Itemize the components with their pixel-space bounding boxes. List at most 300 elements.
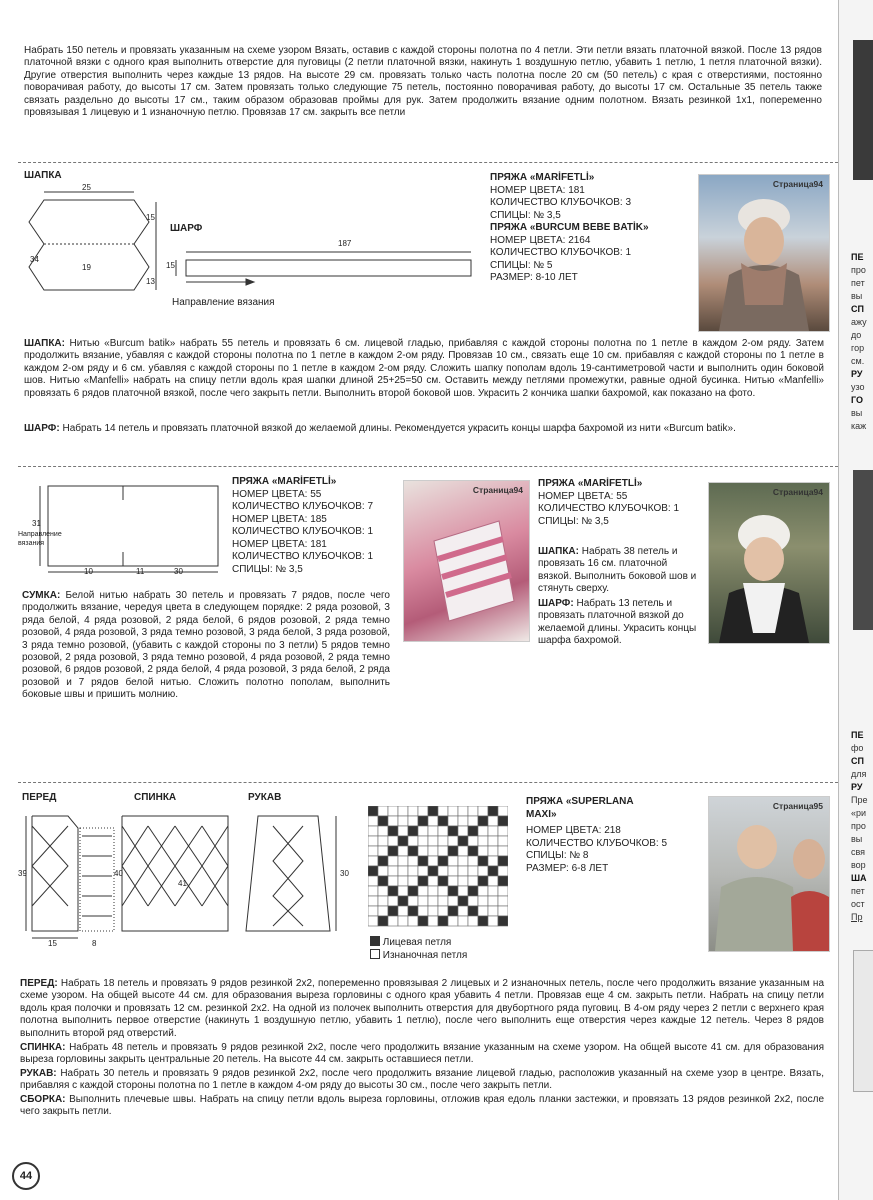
stitch-cell xyxy=(468,806,478,816)
stitch-cell xyxy=(368,826,378,836)
scarf-instructions xyxy=(24,423,824,435)
stitch-cell xyxy=(418,896,428,906)
stitch-cell xyxy=(418,806,428,816)
hat-dim-height: 34 xyxy=(30,255,39,264)
hat-instructions-text: Нитью «Burcum batik» набрать 55 петель и провязать 6 см. лицевой гладью, прибавляя с каждой стороны полотна по 1 петле в каждом 2-ом ряду. Затем продолжить вязание, убавляя с каждой стороны полотна по 1 петле в каждом 2-ом ряду. Провязав 10 см., связать еще 10 см. прибавляя с каждой стороны по 1 петле в каждом 2-ом ряду и 6 см. убавляя с каждой стороны по 1 петле в каждом 2-ом ряду. Сложить шапку пополам вдоль 19-сантиметровой части и выполнить один боковой шов. Нитью «Manfelli» набрать на спицу петли вдоль края шапки длиной 25+25=50 см. Оставить между петлями промежутки, равные одной бусинка. Нитью «Manfelli» провязать 6 рядов платочной вязкой, после чего закрыть петли. Выполнить второй боковой шов. Украсить 2 кончика шапки бахромой, как показано на фото. xyxy=(24,338,824,399)
stitch-cell xyxy=(478,816,488,826)
strip-text: ПЕ xyxy=(851,730,864,740)
stitch-cell xyxy=(428,916,438,926)
stitch-cell xyxy=(458,866,468,876)
stitch-cell xyxy=(418,846,428,856)
stitch-cell xyxy=(448,816,458,826)
stitch-chart xyxy=(368,806,508,931)
stitch-cell xyxy=(388,866,398,876)
stitch-cell xyxy=(488,896,498,906)
adjacent-page-strip xyxy=(838,0,873,1200)
stitch-cell xyxy=(408,826,418,836)
bag-dim-w3: 30 xyxy=(174,567,183,576)
scarf-instructions-text: Набрать 14 петель и провязать платочной вязкой до желаемой длины. Рекомендуется украсить концы шарфа бахромой из нити «Burcum batik». xyxy=(62,423,736,434)
sweater-dim-f: 30 xyxy=(340,869,349,878)
stitch-cell xyxy=(478,836,488,846)
yarn-spec: НОМЕР ЦВЕТА: 181 xyxy=(232,538,327,550)
stitch-cell xyxy=(468,916,478,926)
stitch-cell xyxy=(388,806,398,816)
stitch-cell xyxy=(378,846,388,856)
bag-diagram xyxy=(18,478,223,578)
yarn-spec: НОМЕР ЦВЕТА: 2164 xyxy=(490,234,591,246)
yarn-name: ПРЯЖА «SUPERLANA MAXI» xyxy=(526,796,634,820)
yarn-spec-list-2 xyxy=(232,476,402,576)
stitch-cell xyxy=(428,876,438,886)
scarf-diagram-label: ШАРФ xyxy=(170,223,203,234)
stitch-cell xyxy=(408,886,418,896)
hat-dim-top: 25 xyxy=(82,183,91,192)
stitch-cell xyxy=(368,876,378,886)
stitch-cell xyxy=(368,886,378,896)
stitch-cell xyxy=(378,916,388,926)
strip-text: свя xyxy=(851,847,866,857)
stitch-cell xyxy=(428,806,438,816)
strip-text: вор xyxy=(851,860,866,870)
stitch-cell xyxy=(448,846,458,856)
bag-instructions xyxy=(22,590,390,702)
stitch-cell xyxy=(368,806,378,816)
strip-text: Пре xyxy=(851,795,868,805)
stitch-cell xyxy=(408,836,418,846)
stitch-cell xyxy=(438,866,448,876)
assembly-instructions-title: СБОРКА: xyxy=(20,1094,66,1105)
stitch-cell xyxy=(458,906,468,916)
stitch-cell xyxy=(418,816,428,826)
legend-knit-label: Лицевая петля xyxy=(382,937,452,948)
stitch-cell xyxy=(398,846,408,856)
section-divider xyxy=(18,466,838,467)
stitch-cell xyxy=(458,886,468,896)
bag-dim-w1: 10 xyxy=(84,567,93,576)
stitch-cell xyxy=(408,876,418,886)
stitch-cell xyxy=(408,906,418,916)
stitch-cell xyxy=(498,886,508,896)
stitch-cell xyxy=(438,886,448,896)
strip-text: пет xyxy=(851,886,865,896)
stitch-cell xyxy=(428,846,438,856)
strip-text: «ри xyxy=(851,808,867,818)
page-ref: Страница94 xyxy=(472,485,523,495)
legend-knit-swatch xyxy=(370,936,380,946)
strip-text: РУ xyxy=(851,369,863,379)
yarn-spec-list-3 xyxy=(538,478,708,528)
strip-text: см. xyxy=(851,356,865,366)
stitch-cell xyxy=(488,836,498,846)
scarf-dim-width: 15 xyxy=(166,261,175,270)
stitch-cell xyxy=(448,826,458,836)
stitch-cell xyxy=(378,806,388,816)
strip-text: СП xyxy=(851,756,864,766)
strip-text: Пр xyxy=(851,912,863,922)
stitch-cell xyxy=(398,906,408,916)
stitch-cell xyxy=(408,896,418,906)
yarn-spec: НОМЕР ЦВЕТА: 185 xyxy=(232,513,327,525)
sleeve-instructions-title: РУКАВ: xyxy=(20,1068,57,1079)
stitch-cell xyxy=(418,856,428,866)
stitch-cell xyxy=(388,826,398,836)
yarn-spec: КОЛИЧЕСТВО КЛУБОЧКОВ: 1 xyxy=(490,247,632,258)
page-number: 44 xyxy=(12,1162,40,1190)
stitch-cell xyxy=(378,876,388,886)
yarn-spec: РАЗМЕР: 8-10 ЛЕТ xyxy=(490,272,578,283)
stitch-cell xyxy=(428,906,438,916)
stitch-cell xyxy=(428,886,438,896)
yarn-name: ПРЯЖА «MARİFETLİ» xyxy=(490,172,595,183)
front-diagram-label: ПЕРЕД xyxy=(22,792,57,803)
front-instructions-text: Набрать 18 петель и провязать 9 рядов резинкой 2х2, попеременно провязывая 2 лицевых и 2 изнаночных петель, после чего продолжить вязание указанным на схеме узором. На общей высоте 44 см. для образования выреза горловины с одного края убавить 4 петли. Провязав еще 4 см. закрыть петли. Набрать на спицу петли вдоль края полочки и провязать 12 см. резинкой 2х2. На одной из полочек выполнить отверстия для двубортного ряда пуговиц. В 4-ом ряду через 2 петли с верхнего края полотна выполнить первое отверстие (накинуть 1 воздушную петлю, убавить 1 петлю), после чего выполнить еще отверстия через каждые 12 петель. Через 8 рядов выполнить второй ряд отверстий. xyxy=(20,978,825,1039)
stitch-cell xyxy=(488,816,498,826)
stitch-cell xyxy=(368,846,378,856)
stitch-cell xyxy=(438,826,448,836)
stitch-cell xyxy=(468,826,478,836)
strip-text: ажу xyxy=(851,317,867,327)
yarn-spec: КОЛИЧЕСТВО КЛУБОЧКОВ: 3 xyxy=(490,197,632,208)
stitch-cell xyxy=(478,826,488,836)
stitch-cell xyxy=(488,826,498,836)
hat-dim-side2: 13 xyxy=(146,277,155,286)
stitch-cell xyxy=(388,886,398,896)
stitch-cell xyxy=(378,866,388,876)
stitch-cell xyxy=(448,886,458,896)
stitch-legend xyxy=(370,936,467,963)
stitch-cell xyxy=(498,876,508,886)
strip-text: ГО xyxy=(851,395,863,405)
sweater-dim-b: 15 xyxy=(48,939,57,948)
stitch-cell xyxy=(438,816,448,826)
sweater-dim-e: 41 xyxy=(178,879,187,888)
stitch-cell xyxy=(398,856,408,866)
stitch-cell xyxy=(478,846,488,856)
stitch-cell xyxy=(398,896,408,906)
stitch-cell xyxy=(378,886,388,896)
knit-direction-label: Направление вязания xyxy=(172,297,275,308)
stitch-cell xyxy=(388,846,398,856)
stitch-cell xyxy=(438,806,448,816)
stitch-cell xyxy=(438,856,448,866)
stitch-cell xyxy=(428,836,438,846)
stitch-cell xyxy=(478,896,488,906)
stitch-cell xyxy=(488,856,498,866)
stitch-cell xyxy=(428,896,438,906)
stitch-cell xyxy=(418,886,428,896)
sweater-dim-c: 8 xyxy=(92,939,97,948)
stitch-cell xyxy=(398,806,408,816)
strip-text: про xyxy=(851,265,866,275)
yarn-spec: СПИЦЫ: № 3,5 xyxy=(232,563,303,575)
stitch-cell xyxy=(418,836,428,846)
stitch-cell xyxy=(448,876,458,886)
stitch-cell xyxy=(488,866,498,876)
stitch-cell xyxy=(458,806,468,816)
yarn-spec: НОМЕР ЦВЕТА: 55 xyxy=(232,488,322,500)
stitch-cell xyxy=(388,906,398,916)
stitch-cell xyxy=(478,876,488,886)
strip-text: до xyxy=(851,330,862,340)
stitch-cell xyxy=(468,886,478,896)
stitch-cell xyxy=(478,866,488,876)
yarn-spec: СПИЦЫ: № 3,5 xyxy=(538,515,609,527)
stitch-cell xyxy=(448,896,458,906)
stitch-cell xyxy=(398,886,408,896)
back-instructions xyxy=(20,1042,824,1067)
stitch-cell xyxy=(398,916,408,926)
yarn-name: ПРЯЖА «MARİFETLİ» xyxy=(538,478,643,489)
stitch-cell xyxy=(498,866,508,876)
back-instructions-text: Набрать 48 петель и провязать 9 рядов резинкой 2х2, после чего продолжить вязание указанным на схеме узором. На общей высоте 41 см. для образования выреза горловины закрыть центральные 20 петель. На высоте 44 см. закрыть оставшиеся петли. xyxy=(20,1042,824,1066)
strip-text: ПЕ xyxy=(851,252,864,262)
stitch-cell xyxy=(428,866,438,876)
stitch-cell xyxy=(388,816,398,826)
stitch-cell xyxy=(498,826,508,836)
stitch-cell xyxy=(398,816,408,826)
stitch-cell xyxy=(498,906,508,916)
yarn-spec: НОМЕР ЦВЕТА: 55 xyxy=(538,490,628,502)
photo-knitted-bag xyxy=(403,480,530,642)
strip-text: узо xyxy=(851,382,865,392)
stitch-cell xyxy=(388,856,398,866)
stitch-cell xyxy=(408,916,418,926)
stitch-cell xyxy=(468,856,478,866)
strip-text: ША xyxy=(851,873,867,883)
legend-purl xyxy=(370,949,467,962)
stitch-cell xyxy=(368,916,378,926)
stitch-cell xyxy=(438,916,448,926)
strip-text: для xyxy=(851,769,867,779)
stitch-cell xyxy=(458,836,468,846)
stitch-cell xyxy=(498,846,508,856)
yarn-spec-list-4 xyxy=(526,796,696,875)
stitch-cell xyxy=(458,896,468,906)
section-divider xyxy=(18,162,838,163)
stitch-cell xyxy=(378,896,388,906)
stitch-cell xyxy=(498,896,508,906)
stitch-cell xyxy=(408,866,418,876)
stitch-cell xyxy=(488,906,498,916)
stitch-cell xyxy=(498,856,508,866)
bag-dim-height: 31 xyxy=(32,519,41,528)
stitch-cell xyxy=(448,836,458,846)
stitch-cell xyxy=(418,866,428,876)
stitch-cell xyxy=(388,896,398,906)
photo-edge xyxy=(853,40,873,180)
hat-instructions-title: ШАПКА: xyxy=(24,338,65,349)
stitch-cell xyxy=(478,806,488,816)
hat-diagram-label: ШАПКА xyxy=(24,170,62,181)
strip-text: ост xyxy=(851,899,865,909)
stitch-cell xyxy=(378,856,388,866)
stitch-cell xyxy=(408,816,418,826)
stitch-cell xyxy=(498,836,508,846)
stitch-cell xyxy=(458,826,468,836)
stitch-cell xyxy=(438,906,448,916)
stitch-cell xyxy=(428,826,438,836)
strip-text: вы xyxy=(851,291,863,301)
front-instructions-title: ПЕРЕД: xyxy=(20,978,58,989)
stitch-cell xyxy=(478,886,488,896)
stitch-cell xyxy=(458,876,468,886)
stitch-cell xyxy=(488,886,498,896)
stitch-cell xyxy=(388,916,398,926)
stitch-cell xyxy=(398,836,408,846)
sweater-diagrams xyxy=(18,806,363,951)
legend-purl-label: Изнаночная петля xyxy=(382,950,468,962)
hat-diagram xyxy=(24,182,164,312)
stitch-cell xyxy=(458,816,468,826)
sleeve-instructions-text: Набрать 30 петель и провязать 9 рядов резинкой 2х2, после чего продолжить вязание лицевой гладью, расположив указанный на схеме узор в центре. Вязать, прибавляя с каждой стороны полотна по 1 петле в каждом 4-ом ряду до высоты 30 см., после чего закрыть петли. xyxy=(20,1068,825,1092)
stitch-cell xyxy=(498,816,508,826)
strip-text: вы xyxy=(851,408,863,418)
scarf-dim-length: 187 xyxy=(338,239,352,248)
stitch-cell xyxy=(408,846,418,856)
hat2-instructions-text: Набрать 38 петель и провязать 16 см. платочной вязкой. Выполнить боковой шов и стянуть сверху. xyxy=(538,546,697,595)
stitch-cell xyxy=(498,806,508,816)
strip-text: вы xyxy=(851,834,863,844)
legend-knit xyxy=(370,936,467,949)
scarf2-instructions-title: ШАРФ: xyxy=(538,598,574,609)
yarn-spec: СПИЦЫ: № 5 xyxy=(490,259,553,271)
yarn-spec: КОЛИЧЕСТВО КЛУБОЧКОВ: 5 xyxy=(526,837,668,849)
sweater-dim-d: 40 xyxy=(114,869,123,878)
bag-direction-label: Направление вязания xyxy=(18,531,62,547)
stitch-cell xyxy=(448,916,458,926)
yarn-spec: НОМЕР ЦВЕТА: 218 xyxy=(526,825,621,836)
stitch-cell xyxy=(388,836,398,846)
stitch-cell xyxy=(368,866,378,876)
stitch-cell xyxy=(488,846,498,856)
front-instructions xyxy=(20,978,824,1040)
strip-text: СП xyxy=(851,304,864,314)
bag-instructions-title: СУМКА: xyxy=(22,590,61,601)
stitch-cell xyxy=(438,876,448,886)
hat2-instructions xyxy=(538,546,698,596)
stitch-cell xyxy=(458,846,468,856)
scarf2-instructions xyxy=(538,598,698,648)
strip-text: каж xyxy=(851,421,867,431)
yarn-name: ПРЯЖА «MARİFETLİ» xyxy=(232,476,337,487)
stitch-cell xyxy=(428,816,438,826)
assembly-instructions-text: Выполнить плечевые швы. Набрать на спицу петли вдоль выреза горловины, отложив края едоль планки застежки, и провязать 13 рядов резинкой 2х2, после чего закрыть петли. xyxy=(20,1094,825,1118)
photo-girl-white-hat xyxy=(708,482,830,644)
yarn-spec: КОЛИЧЕСТВО КЛУБОЧКОВ: 1 xyxy=(232,551,374,562)
page-ref: Страница94 xyxy=(772,487,823,497)
scarf2-instructions-text: Набрать 13 петель и провязать платочной вязкой до желаемой длины. Украсить концы шарфа бахромой. xyxy=(538,598,697,647)
sleeve-instructions xyxy=(20,1068,824,1093)
scarf-instructions-title: ШАРФ: xyxy=(24,423,60,434)
yarn-spec: НОМЕР ЦВЕТА: 181 xyxy=(490,184,585,196)
strip-text: про xyxy=(851,821,866,831)
strip-text: пет xyxy=(851,278,865,288)
stitch-cell xyxy=(438,836,448,846)
stitch-cell xyxy=(398,866,408,876)
hat-dim-side1: 15 xyxy=(146,213,155,222)
stitch-cell xyxy=(398,826,408,836)
strip-text: фо xyxy=(851,743,864,753)
stitch-cell xyxy=(368,896,378,906)
stitch-cell xyxy=(468,836,478,846)
stitch-cell xyxy=(418,906,428,916)
stitch-cell xyxy=(388,876,398,886)
stitch-cell xyxy=(478,916,488,926)
hat-instructions xyxy=(24,338,824,400)
yarn-name: ПРЯЖА «BURCUM BEBE BATİK» xyxy=(490,222,649,233)
stitch-cell xyxy=(448,906,458,916)
stitch-cell xyxy=(438,846,448,856)
intro-paragraph: Набрать 150 петель и провязать указанным на схеме узором Вязать, оставив с каждой стороны полотна по 4 петли. Эти петли вязать платочной вязкой. После 13 рядов платочной вязки с одного края выполнить отверстие для пуговицы (2 петли платочной вязки, накинуть 1 воздушную петлю, убавить 1 петлю, 1 петля платочной вязки). Другие отверстия выполнить через каждые 13 рядов. На высоте 29 см. провязать только часть полотна после 20 см (50 петель) с края с отверстиями, постоянно поворачивая работу, до высоты 17 см. Затем провязать только следующие 75 петель, постоянно поворачивая работу, до высоты 17 см. Остальные 35 петель также связать раздельно до высоты 17 см., таким образом образовав проймы для рук. Затем продолжить вязание одним полотном. Вязать резинкой 1х1, попеременно провязывая 1 лицевую и 1 изнаночную петлю. Провязав 17 см. закрыть все петли xyxy=(24,45,822,119)
stitch-cell xyxy=(488,876,498,886)
stitch-cell xyxy=(448,866,458,876)
yarn-spec: КОЛИЧЕСТВО КЛУБОЧКОВ: 1 xyxy=(538,503,680,514)
sweater-dim-a: 39 xyxy=(18,869,27,878)
yarn-spec: КОЛИЧЕСТВО КЛУБОЧКОВ: 7 xyxy=(232,501,374,512)
stitch-cell xyxy=(458,856,468,866)
stitch-cell xyxy=(448,806,458,816)
sleeve-diagram-label: РУКАВ xyxy=(248,792,282,803)
stitch-cell xyxy=(378,836,388,846)
hat-dim-inner: 19 xyxy=(82,263,91,272)
stitch-cell xyxy=(448,856,458,866)
stitch-cell xyxy=(468,846,478,856)
stitch-cell xyxy=(458,916,468,926)
bag-instructions-text: Белой нитью набрать 30 петель и провязать 7 рядов, после чего продолжить вязание, чередуя цвета в следующем порядке: 2 ряда розовой, 3 ряда белой, 4 ряда розовой, 2 ряда белой, 6 рядов розовой, 2 ряда темно розовой, 4 ряда розовой, 3 ряда темно розовой, 3 ряда белой, 3 ряда розовой, 3 ряда темно розовой, (убавить с каждой стороны по 3 петли) 5 рядов темно розовой, 2 ряда розовой, 3 ряда темно розовой, 4 ряда розовой, 2 ряда темно розовой, 6 рядов розовой, 2 ряда белой, 4 ряда розовой, 3 ряда белой, 2 ряда розовой и 7 рядов белой нитью. Сложить полотно пополам, выполнить боковые швы и пришить молнию. xyxy=(22,590,390,701)
stitch-cell xyxy=(368,836,378,846)
stitch-cell xyxy=(468,906,478,916)
stitch-cell xyxy=(498,916,508,926)
stitch-cell xyxy=(368,856,378,866)
photo-girl-hat-scarf xyxy=(698,174,830,332)
back-instructions-title: СПИНКА: xyxy=(20,1042,66,1053)
stitch-cell xyxy=(398,876,408,886)
yarn-spec: КОЛИЧЕСТВО КЛУБОЧКОВ: 1 xyxy=(232,526,374,537)
page-ref: Страница95 xyxy=(772,801,823,811)
stitch-cell xyxy=(368,816,378,826)
stitch-cell xyxy=(368,906,378,916)
assembly-instructions xyxy=(20,1094,824,1119)
section-divider xyxy=(18,782,838,783)
scarf-diagram xyxy=(166,238,486,288)
stitch-cell xyxy=(428,856,438,866)
stitch-cell xyxy=(468,866,478,876)
stitch-cell xyxy=(478,856,488,866)
stitch-cell xyxy=(418,876,428,886)
stitch-cell xyxy=(488,916,498,926)
stitch-cell xyxy=(468,816,478,826)
yarn-spec: СПИЦЫ: № 8 xyxy=(526,850,589,861)
stitch-cell xyxy=(378,906,388,916)
yarn-spec-list-1 xyxy=(490,172,690,285)
stitch-cell xyxy=(378,826,388,836)
yarn-spec: СПИЦЫ: № 3,5 xyxy=(490,209,561,221)
stitch-cell xyxy=(378,816,388,826)
stitch-cell xyxy=(418,826,428,836)
photo-children-sweaters xyxy=(708,796,830,952)
strip-text: гор xyxy=(851,343,865,353)
back-diagram-label: СПИНКА xyxy=(134,792,177,803)
page-ref: Страница94 xyxy=(772,179,823,189)
stitch-cell xyxy=(468,896,478,906)
yarn-spec: РАЗМЕР: 6-8 ЛЕТ xyxy=(526,862,609,874)
photo-edge xyxy=(853,950,873,1092)
stitch-cell xyxy=(478,906,488,916)
hat2-instructions-title: ШАПКА: xyxy=(538,546,579,557)
bag-dim-w2: 11 xyxy=(136,567,145,576)
photo-edge xyxy=(853,470,873,630)
stitch-cell xyxy=(408,856,418,866)
